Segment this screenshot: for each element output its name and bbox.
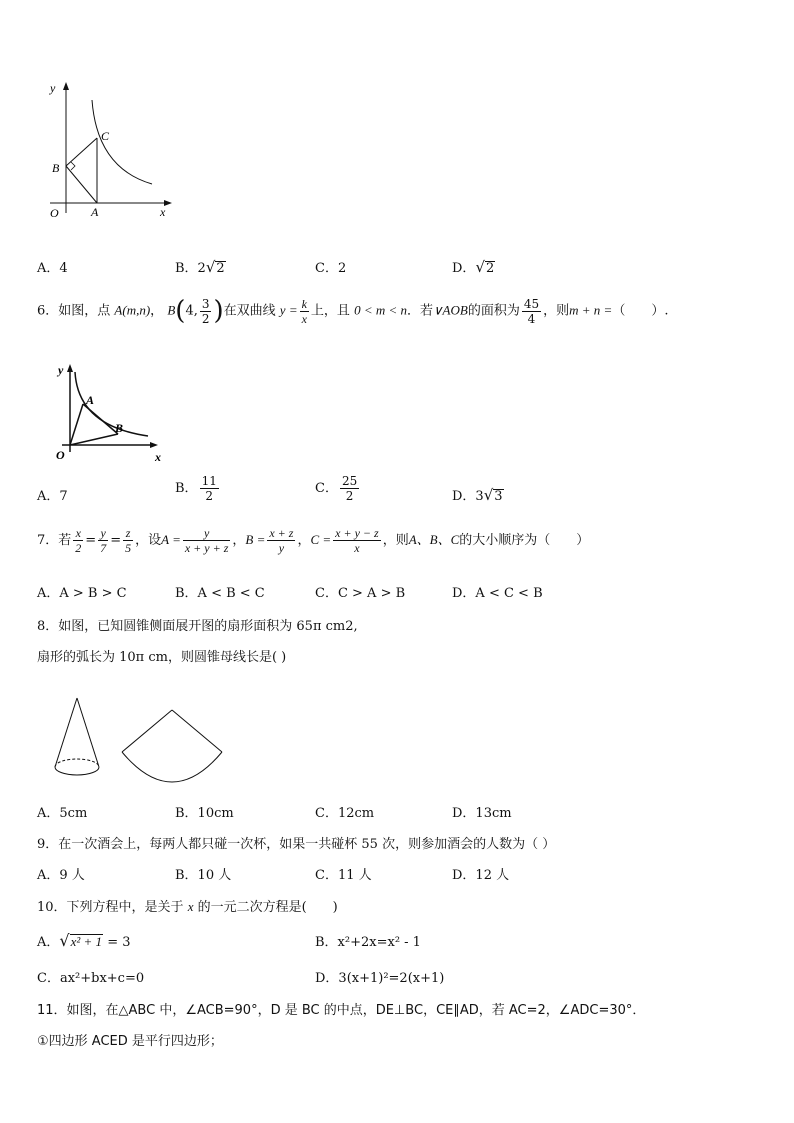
label-a: A xyxy=(91,205,99,219)
cone-left-edge xyxy=(55,698,77,767)
q10-option-c: C．ax²+bx+c=0 xyxy=(37,971,145,986)
right-angle-mark xyxy=(71,162,75,170)
q5-option-c: C．2 xyxy=(315,261,347,276)
cone-base-back xyxy=(55,759,99,767)
segment-bc xyxy=(66,138,97,166)
label-o: O xyxy=(50,206,59,220)
segment-ab xyxy=(83,404,118,434)
q5-option-d: D．√2 xyxy=(452,258,495,276)
question-11-line-1: 11．如图，在△ABC 中，∠ACB=90°，D 是 BC 的中点，DE⊥BC，CE∥AD，若 AC=2，∠ADC=30°． xyxy=(37,1003,646,1018)
segment-ob xyxy=(70,434,118,445)
question-8-line-1: 8．如图，已知圆锥侧面展开图的扇形面积为 65π cm2, xyxy=(37,619,358,634)
question-9: 9．在一次酒会上，每两人都只碰一次杯，如果一共碰杯 55 次，则参加酒会的人数为（ ） xyxy=(37,837,556,852)
label-y: y xyxy=(50,81,56,95)
q10-option-b: B．x²+2x=x² - 1 xyxy=(315,935,421,950)
q6-option-c: C． $\frac{25}{2}$ xyxy=(315,474,358,503)
figure-hyperbola-2 xyxy=(52,360,167,465)
q9-option-a: A．9 人 xyxy=(37,868,85,883)
cone-base-front xyxy=(55,767,99,775)
q7-option-d: D．A < C < B xyxy=(452,586,543,601)
question-6: 6．如图，点 A(m,n)， B(4, $\frac{3}{2}$ )在双曲线 y = $\frac{k}{x}$ 上，且 0 < m < n．若∨AOB的面积为 $\frac{45}{4}$ ，则m + n =（ ）. xyxy=(37,296,669,326)
q9-option-d: D．12 人 xyxy=(452,868,510,883)
q8-option-b: B．10cm xyxy=(175,806,234,821)
question-10: 10．下列方程中，是关于 x 的一元二次方程是( ) xyxy=(37,899,338,915)
q10-option-d: D．3(x+1)²=2(x+1) xyxy=(315,971,445,986)
label-x: x xyxy=(155,450,161,464)
q6-option-d: D．3√3 xyxy=(452,486,503,504)
label-x: x xyxy=(160,205,166,219)
sector-right-radius xyxy=(172,710,222,752)
segment-ba xyxy=(66,166,97,203)
q6-option-a: A．7 xyxy=(37,489,68,504)
q9-option-c: C．11 人 xyxy=(315,868,372,883)
q5-option-a: A．4 xyxy=(37,261,68,276)
cone-right-edge xyxy=(77,698,99,767)
sector-left-radius xyxy=(122,710,172,752)
segment-oa xyxy=(70,404,83,445)
q6-option-b: B． $\frac{11}{2}$ xyxy=(175,474,217,503)
label-b: B xyxy=(115,421,124,435)
figure-hyperbola-1 xyxy=(40,78,180,223)
label-o: O xyxy=(56,448,65,462)
q8-option-a: A．5cm xyxy=(37,806,88,821)
q5-option-b: B．2√2 xyxy=(175,258,225,276)
q8-option-d: D．13cm xyxy=(452,806,512,821)
figure-cone-sector xyxy=(48,690,228,785)
question-11-line-2: ①四边形 ACED 是平行四边形； xyxy=(37,1034,223,1049)
q7-option-a: A．A > B > C xyxy=(37,586,127,601)
question-8-line-2: 扇形的弧长为 10π cm，则圆锥母线长是( ) xyxy=(37,650,287,665)
q7-option-c: C．C > A > B xyxy=(315,586,406,601)
label-b: B xyxy=(52,161,60,175)
q10-option-a: A．√x² + 1 = 3 xyxy=(37,931,131,950)
question-7: 7．若 $\frac{x}{2}$ = $\frac{y}{7}$ = $\frac{z}{5}$ ，设A = $\frac{y}{x + y + z}$ ，B = $\frac{x + z}{y}$ ，C = $\frac{x + y - z}{x}$ ，则A、B、C的大小顺序为（ ） xyxy=(37,526,590,555)
q7-option-b: B．A < B < C xyxy=(175,586,265,601)
label-c: C xyxy=(101,129,110,143)
label-y: y xyxy=(58,363,64,377)
label-a: A xyxy=(86,393,95,407)
sector-arc xyxy=(122,752,222,782)
q9-option-b: B．10 人 xyxy=(175,868,232,883)
q8-option-c: C．12cm xyxy=(315,806,375,821)
